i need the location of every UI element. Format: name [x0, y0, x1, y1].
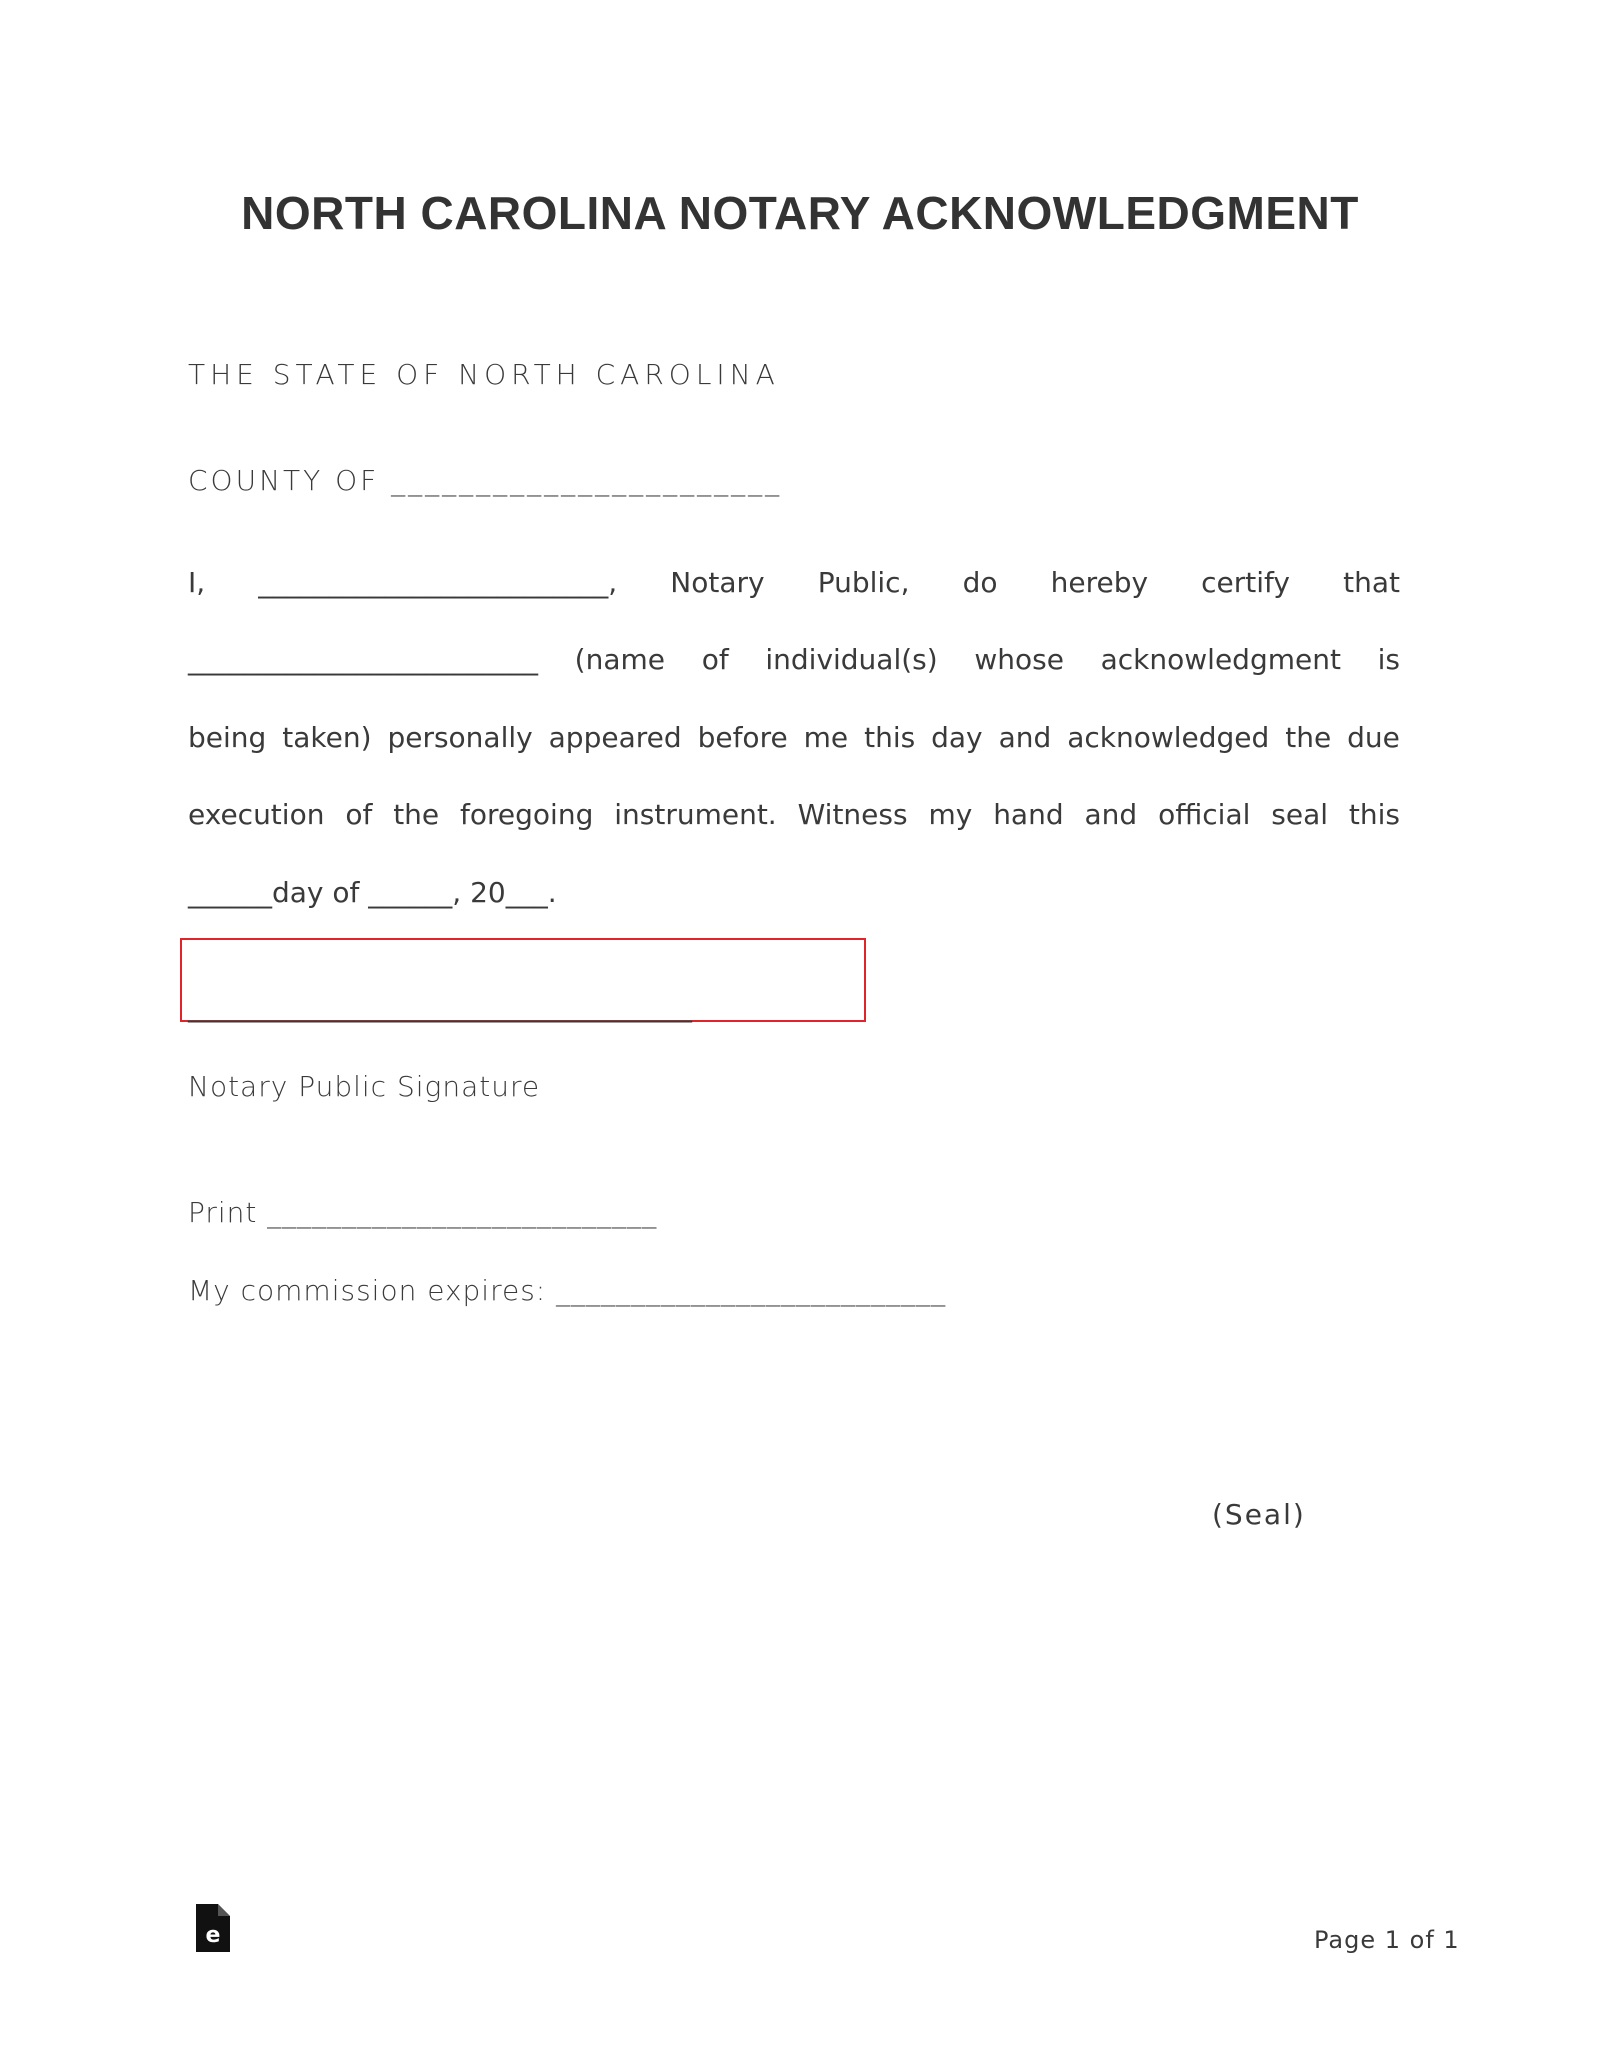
document-title: NORTH CAROLINA NOTARY ACKNOWLEDGMENT [241, 187, 1359, 239]
paragraph-word: taken) [282, 721, 372, 754]
paragraph-word: before [697, 721, 788, 754]
paragraph-word: my [928, 798, 973, 831]
commission-expires-line[interactable]: My commission expires: __________________________ [188, 1274, 947, 1307]
county-line[interactable]: COUNTY OF _______________________ [188, 464, 783, 497]
paragraph-word: being [188, 721, 267, 754]
page-number: Page 1 of 1 [1314, 1926, 1460, 1954]
print-name-line[interactable]: Print __________________________ [188, 1196, 658, 1229]
paragraph-line-1 [188, 566, 1400, 599]
seal-label: (Seal) [1212, 1498, 1306, 1531]
paragraph-word: is [1377, 643, 1400, 676]
paragraph-word: that [1343, 566, 1400, 599]
paragraph-word: day [931, 721, 983, 754]
paragraph-word: acknowledgment [1100, 643, 1341, 676]
paragraph-word: whose [974, 643, 1064, 676]
paragraph-word: of [345, 798, 373, 831]
paragraph-word: foregoing [460, 798, 594, 831]
paragraph-word: instrument. [614, 798, 777, 831]
paragraph-word: seal [1271, 798, 1329, 831]
paragraph-line-2 [188, 643, 1400, 676]
paragraph-word: hand [993, 798, 1064, 831]
state-line: THE STATE OF NORTH CAROLINA [188, 358, 780, 391]
signature-label: Notary Public Signature [188, 1070, 541, 1103]
signature-line[interactable]: ____________________________________ [188, 990, 692, 1023]
paragraph-word: the [393, 798, 440, 831]
paragraph-word[interactable]: _________________________, [258, 566, 618, 599]
paragraph-line-4 [188, 798, 1400, 831]
paragraph-word: the [1285, 721, 1332, 754]
paragraph-word: of [701, 643, 729, 676]
paragraph-word: and [1084, 798, 1138, 831]
paragraph-word: me [803, 721, 849, 754]
paragraph-word: appeared [548, 721, 682, 754]
paragraph-line-5[interactable]: ______day of ______, 20___. [188, 876, 557, 909]
paragraph-line-3 [188, 721, 1400, 754]
paragraph-word: I, [188, 566, 206, 599]
paragraph-word: Public, [817, 566, 910, 599]
paragraph-word: personally [387, 721, 533, 754]
paragraph-word: official [1158, 798, 1251, 831]
paragraph-word: and [998, 721, 1052, 754]
paragraph-word: due [1347, 721, 1400, 754]
eforms-logo-icon [196, 1904, 230, 1952]
paragraph-word: individual(s) [765, 643, 938, 676]
paragraph-word: certify [1201, 566, 1290, 599]
logo-letter: e [205, 1923, 221, 1948]
paragraph-word: execution [188, 798, 325, 831]
paragraph-word: this [1348, 798, 1400, 831]
paragraph-word: do [962, 566, 998, 599]
paragraph-word: Notary [670, 566, 765, 599]
paragraph-word: hereby [1050, 566, 1149, 599]
paragraph-word[interactable]: _________________________ [188, 643, 538, 676]
paragraph-word: Witness [797, 798, 908, 831]
paragraph-word: this [864, 721, 916, 754]
paragraph-word: acknowledged [1067, 721, 1270, 754]
paragraph-word: (name [574, 643, 666, 676]
